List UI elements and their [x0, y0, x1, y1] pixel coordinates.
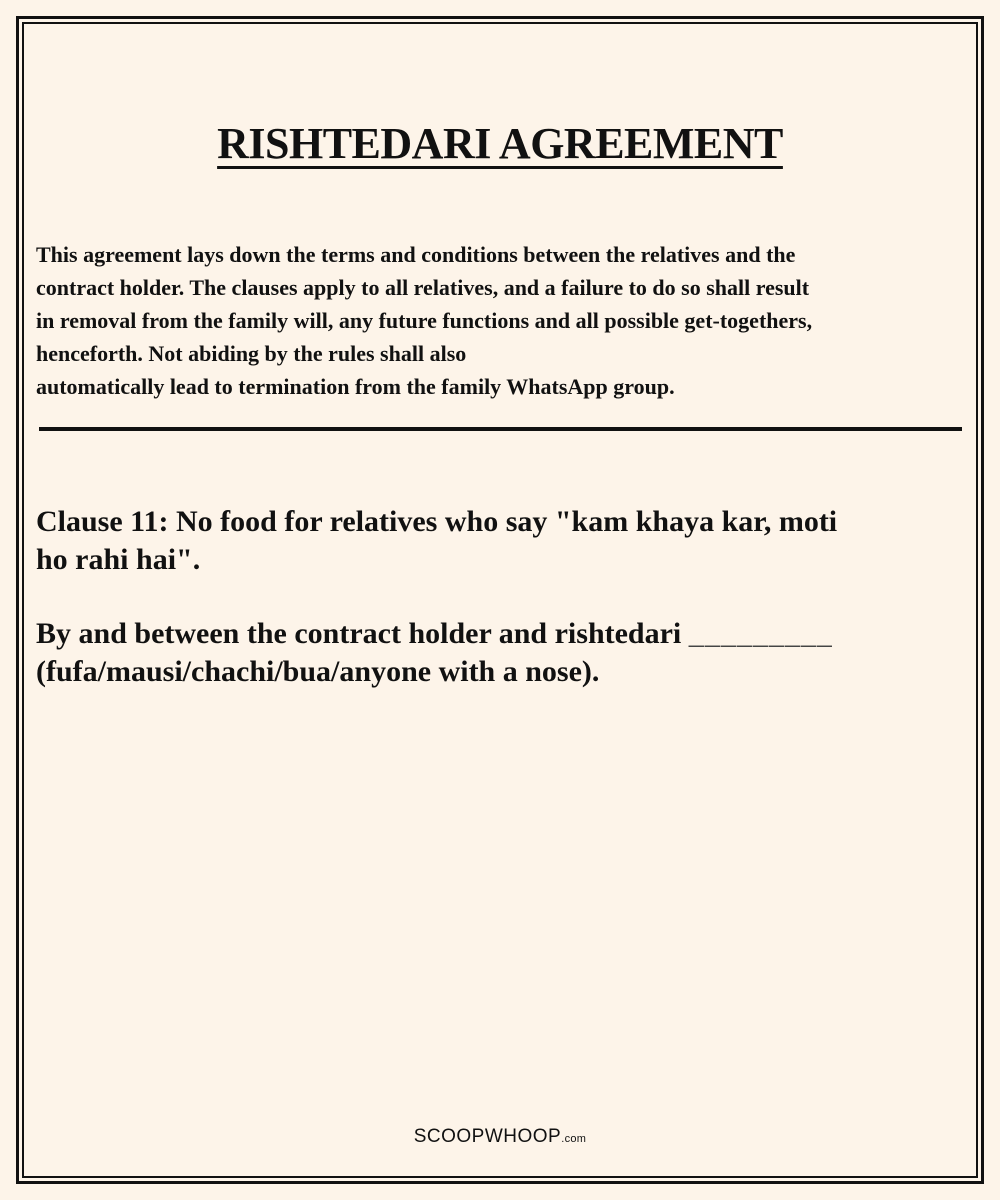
intro-line: henceforth. Not abiding by the rules shall also	[36, 341, 467, 366]
intro-line: contract holder. The clauses apply to all relatives, and a failure to do so shall result	[36, 275, 810, 300]
logo-main-text: SCOOPWHOOP	[413, 1126, 562, 1147]
intro-line: This agreement lays down the terms and conditions between the relatives and the	[36, 242, 796, 267]
relative-options: (fufa/mausi/chachi/bua/anyone with a nose).	[36, 655, 600, 688]
clause-line: Clause 11: No food for relatives who say "kam khaya kar, moti	[36, 505, 838, 538]
logo-suffix-text: .com	[561, 1133, 587, 1145]
parties-statement	[36, 615, 936, 691]
document-title	[0, 118, 1000, 169]
inner-border	[22, 22, 978, 1178]
intro-paragraph	[36, 238, 971, 403]
scoopwhoop-logo	[0, 1126, 1000, 1148]
fill-in-blank: _________	[688, 617, 833, 650]
section-divider	[39, 427, 962, 431]
intro-line: in removal from the family will, any future functions and all possible get-togethers,	[36, 308, 813, 333]
intro-line: automatically lead to termination from the family WhatsApp group.	[36, 374, 675, 399]
clause-11	[36, 503, 936, 579]
clause-line: ho rahi hai".	[36, 543, 201, 576]
parties-text: By and between the contract holder and rishtedari	[36, 617, 689, 650]
document-title-text: RISHTEDARI AGREEMENT	[217, 119, 783, 168]
